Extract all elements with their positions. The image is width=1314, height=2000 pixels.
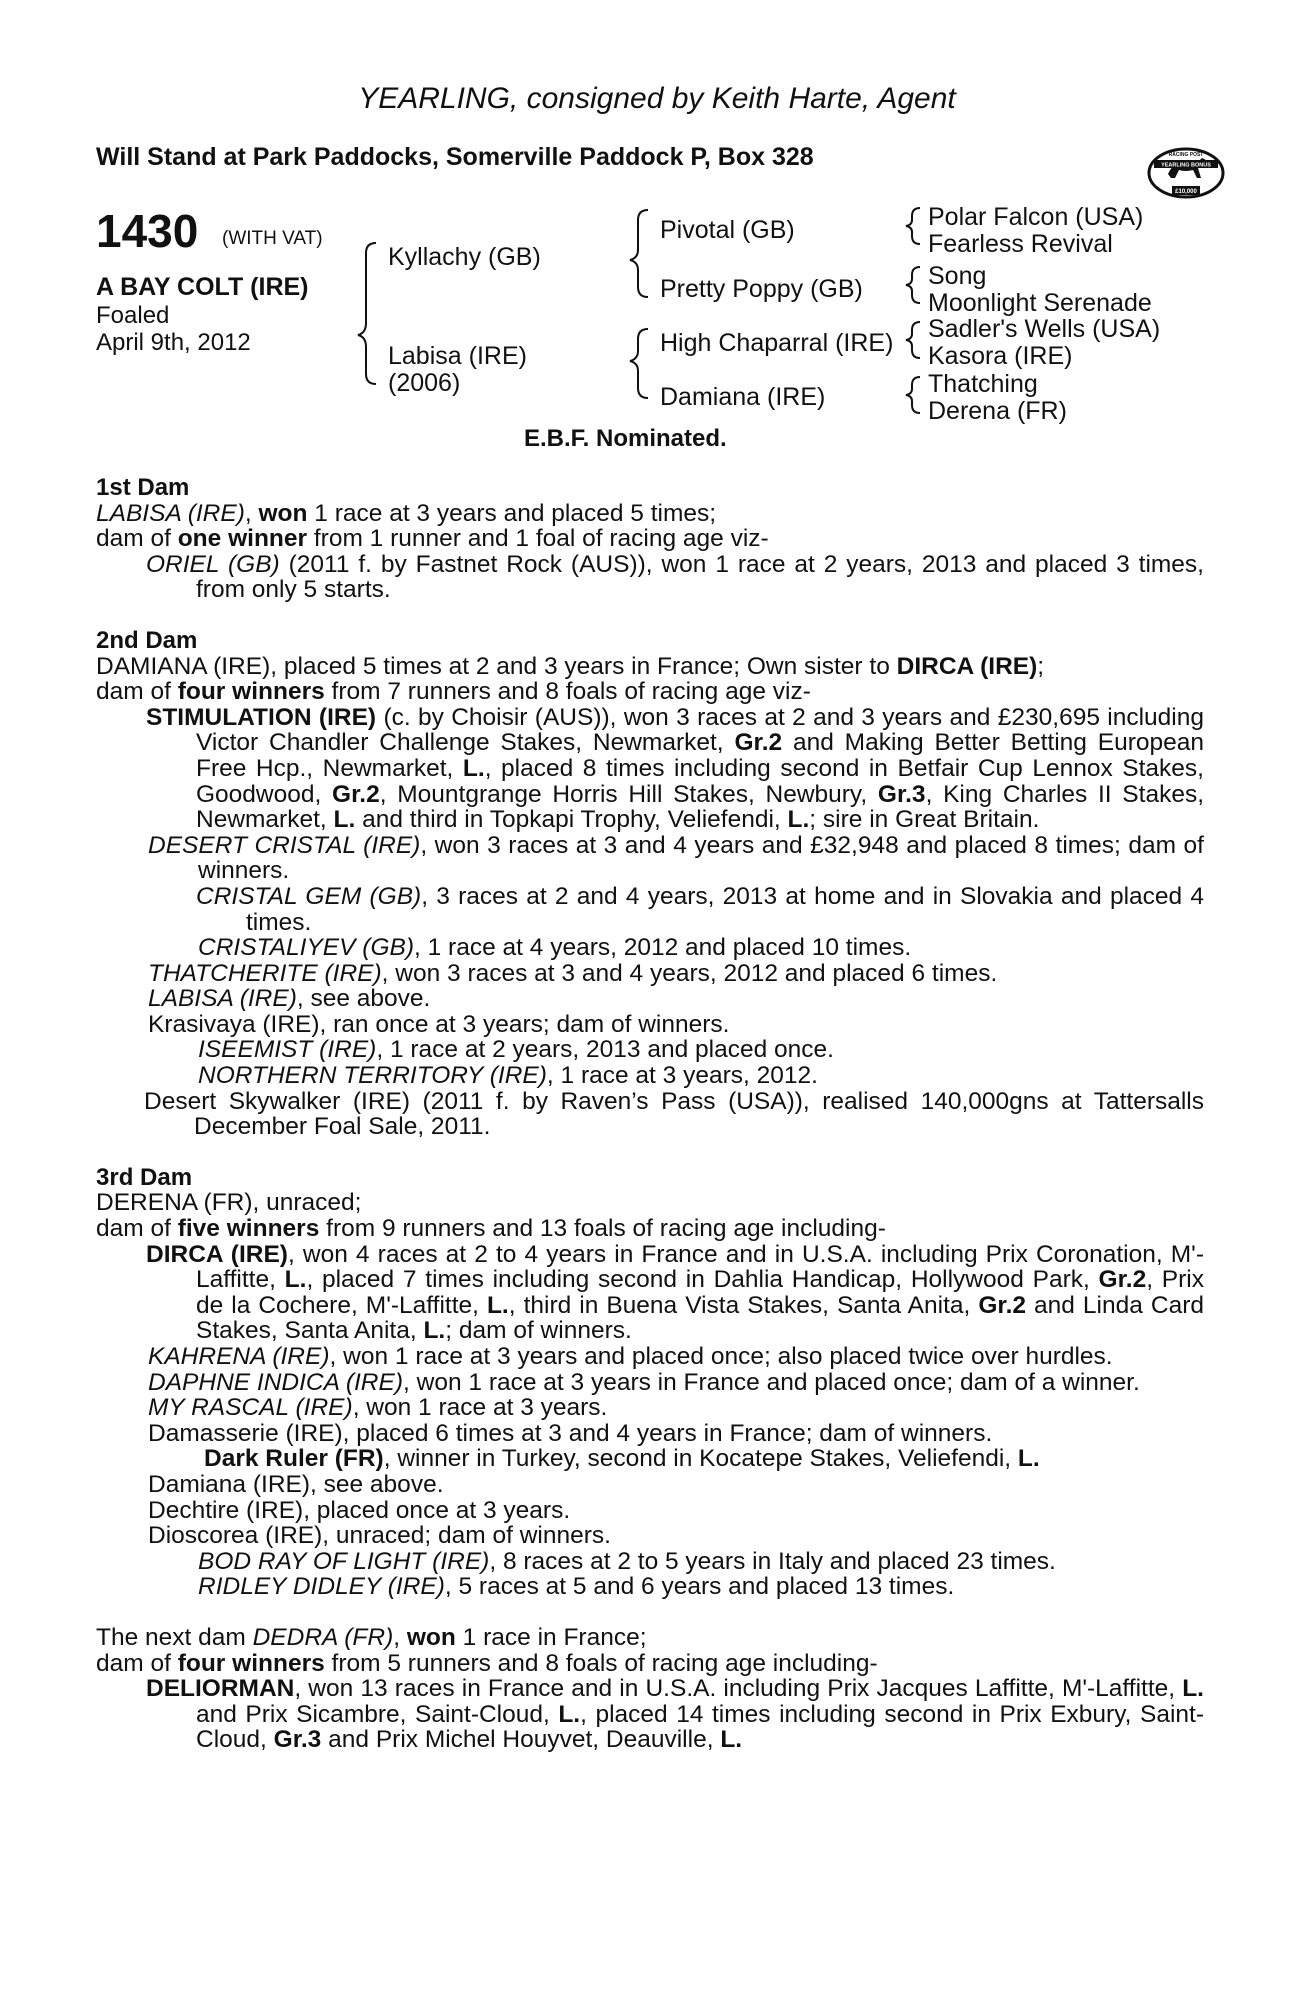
dirca-listed-1: L. — [284, 1266, 307, 1294]
next-dam-won: won — [406, 1623, 456, 1651]
labisa-name: LABISA (IRE) — [148, 985, 297, 1013]
pedigree-dds: Thatching — [928, 370, 1038, 398]
pedigree-sire: Kyllachy (GB) — [388, 243, 541, 271]
bracket-ss — [906, 208, 920, 244]
first-dam-record: 1 race at 3 years and placed 5 times; — [307, 499, 717, 527]
deliorman-listed-2: L. — [558, 1700, 581, 1728]
dirca-text-5: and Linda Card Stakes, Santa Anita, — [196, 1291, 1204, 1345]
cristaliyev-text: , 1 race at 4 years, 2012 and placed 10 times. — [414, 934, 912, 962]
dam-history — [96, 475, 1204, 1753]
desert-cristal-name: DESERT CRISTAL (IRE) — [148, 831, 421, 859]
badge-top-text: RACING POST — [1168, 152, 1204, 158]
dirca-grade-1: Gr.2 — [1098, 1266, 1147, 1294]
third-dam-heading: 3rd Dam — [96, 1163, 193, 1191]
labisa-text: , see above. — [296, 985, 431, 1013]
desert-skywalker-entry: Desert Skywalker (IRE) (2011 f. by Raven’s Pass (USA)), realised 140,000gns at Tattersalls December Foal Sale, 2011. — [144, 1087, 1204, 1141]
damiana-entry: Damiana (IRE), see above. — [148, 1470, 444, 1498]
badge-amount-text: £10,000 — [1175, 189, 1197, 195]
cristaliyev-name: CRISTALIYEV (GB) — [198, 934, 415, 962]
second-dam-sister: DIRCA (IRE) — [896, 652, 1038, 680]
deliorman-grade-1: Gr.3 — [273, 1726, 322, 1754]
thatcherite-name: THATCHERITE (IRE) — [148, 959, 382, 987]
dirca-text-2: , placed 7 times including second in Dahlia Handicap, Hollywood Park, — [306, 1266, 1099, 1294]
deliorman-text-4: and Prix Michel Houyvet, Deauville, — [321, 1726, 721, 1754]
ridley-didley-name: RIDLEY DIDLEY (IRE) — [198, 1573, 445, 1601]
stimulation-grade-1: Gr.2 — [734, 729, 783, 757]
my-rascal-text: , won 1 race at 3 years. — [352, 1394, 608, 1422]
deliorman-listed-1: L. — [1182, 1675, 1204, 1703]
kahrena-entry — [148, 1344, 1204, 1370]
deliorman-text-2: and Prix Sicambre, Saint-Cloud, — [196, 1700, 559, 1728]
vat-note: (WITH VAT) — [222, 228, 323, 249]
iseemist-name: ISEEMIST (IRE) — [198, 1036, 377, 1064]
second-dam-heading: 2nd Dam — [96, 626, 198, 654]
next-dam-sep: , — [393, 1623, 407, 1651]
oriel-text: (2011 f. by Fastnet Rock (AUS)), won 1 race at 2 years, 2013 and placed 3 times, from only 5 starts. — [196, 550, 1204, 604]
next-dam-name: DEDRA (FR) — [252, 1623, 394, 1651]
stimulation-listed-1: L. — [462, 754, 485, 782]
stimulation-name: STIMULATION (IRE) — [146, 703, 377, 731]
labisa-entry — [148, 986, 1204, 1012]
ridley-didley-entry — [198, 1574, 1204, 1600]
next-dam-winners: four winners — [177, 1649, 325, 1677]
bod-ray-text: , 8 races at 2 to 5 years in Italy and placed 23 times. — [489, 1547, 1056, 1575]
first-dam-line1 — [96, 501, 1204, 527]
third-dam-line1: DERENA (FR), unraced; — [96, 1189, 362, 1217]
foaled-label: Foaled — [96, 302, 170, 329]
lot-number: 1430 — [96, 205, 199, 257]
stimulation-grade-2: Gr.2 — [332, 780, 380, 808]
bod-ray-entry — [198, 1549, 1204, 1575]
dioscorea-entry: Dioscorea (IRE), unraced; dam of winners. — [148, 1522, 611, 1550]
pedigree-sdd: Moonlight Serenade — [928, 289, 1152, 317]
stimulation-text-3: , placed 8 times including second in Betfair Cup Lennox Stakes, Goodwood, — [196, 754, 1204, 808]
first-dam-runners: from 1 runner and 1 foal of racing age viz- — [307, 525, 769, 553]
next-dam-intro: The next dam — [96, 1623, 253, 1651]
kahrena-name: KAHRENA (IRE) — [148, 1343, 330, 1370]
dirca-text-3: , Prix de la Cochere, M'-Laffitte, — [196, 1266, 1204, 1319]
pedigree-dam-year: (2006) — [388, 369, 461, 397]
pedigree-ddd: Derena (FR) — [928, 397, 1067, 425]
bracket-sire — [630, 210, 648, 297]
third-dam-runners: from 9 runners and 13 foals of racing age including- — [319, 1215, 886, 1243]
stimulation-text-1: (c. by Choisir (AUS)), won 3 races at 2 and 3 years and £230,695 including Victor Chandler Challenge Stakes, Newmarket, — [196, 703, 1204, 757]
deliorman-entry — [96, 1676, 1204, 1753]
dirca-grade-2: Gr.2 — [978, 1291, 1027, 1319]
cristal-gem-entry — [96, 884, 1204, 935]
next-dam-line2 — [96, 1651, 1204, 1677]
stimulation-listed-3: L. — [787, 806, 810, 834]
oriel-name: ORIEL (GB) — [146, 550, 280, 578]
first-dam-won: won — [258, 499, 308, 527]
stimulation-grade-3: Gr.3 — [877, 780, 926, 808]
first-dam-heading: 1st Dam — [96, 474, 190, 501]
dirca-text-6: ; dam of winners. — [445, 1317, 632, 1345]
badge-banner-text: YEARLING BONUS — [1161, 162, 1211, 169]
lot-name: A BAY COLT (IRE) — [96, 273, 309, 301]
dirca-entry — [96, 1242, 1204, 1344]
pedigree-sds: Song — [928, 262, 987, 290]
cristal-gem-text: , 3 races at 2 and 4 years, 2013 at home and in Slovakia and placed 4 times. — [246, 882, 1204, 936]
pedigree-dam-dam: Damiana (IRE) — [660, 383, 826, 411]
kahrena-text: , won 1 race at 3 years and placed once; also placed twice over hurdles. — [329, 1343, 1113, 1370]
krasivaya-entry: Krasivaya (IRE), ran once at 3 years; dam of winners. — [148, 1010, 730, 1038]
first-dam-name: LABISA (IRE) — [96, 499, 245, 527]
stimulation-text-2: and Making Better Betting European Free Hcp., Newmarket, — [196, 729, 1204, 782]
northern-territory-text: , 1 race at 3 years, 2012. — [546, 1062, 818, 1090]
dirca-text-4: , third in Buena Vista Stakes, Santa Anita, — [508, 1291, 979, 1319]
second-dam-desc: DAMIANA (IRE), placed 5 times at 2 and 3 years in France; Own sister to — [96, 652, 897, 680]
bracket-sd — [906, 267, 920, 303]
iseemist-entry — [198, 1037, 1204, 1063]
second-dam-runners: from 7 runners and 8 foals of racing age viz- — [324, 678, 811, 706]
pedigree-sss: Polar Falcon (USA) — [928, 203, 1144, 231]
second-dam-end: ; — [1037, 652, 1045, 680]
third-dam-damof: dam of — [96, 1215, 178, 1243]
first-dam-line2 — [96, 526, 1204, 552]
stimulation-text-7: ; sire in Great Britain. — [809, 806, 1040, 834]
next-dam-line1 — [96, 1625, 1204, 1651]
northern-territory-name: NORTHERN TERRITORY (IRE) — [198, 1062, 547, 1090]
thatcherite-text: , won 3 races at 3 and 4 years, 2012 and placed 6 times. — [381, 959, 998, 987]
ridley-didley-text: , 5 races at 5 and 6 years and placed 13 times. — [444, 1573, 955, 1601]
first-dam-sep: , — [244, 499, 259, 527]
third-dam-line2 — [96, 1216, 1204, 1242]
dechtire-entry: Dechtire (IRE), placed once at 3 years. — [148, 1496, 571, 1524]
stimulation-text-5: , King Charles II Stakes, Newmarket, — [196, 780, 1204, 834]
pedigree-dam: Labisa (IRE) — [388, 342, 527, 370]
foaled-date: April 9th, 2012 — [96, 329, 251, 356]
first-dam-winners: one winner — [177, 525, 308, 553]
bracket-ds — [906, 322, 920, 358]
ebf-nominated: E.B.F. Nominated. — [524, 425, 727, 452]
pedigree-dss: Sadler's Wells (USA) — [928, 315, 1161, 343]
thatcherite-entry — [148, 961, 1204, 987]
next-dam-record: 1 race in France; — [455, 1623, 647, 1651]
second-dam-damof: dam of — [96, 678, 178, 706]
iseemist-text: , 1 race at 2 years, 2013 and placed once. — [376, 1036, 834, 1064]
my-rascal-name: MY RASCAL (IRE) — [148, 1394, 353, 1422]
daphne-indica-text: , won 1 race at 3 years in France and placed once; dam of a winner. — [403, 1368, 1140, 1396]
dirca-text-1: , won 4 races at 2 to 4 years in France and in U.S.A. including Prix Coronation, M'-Laffitte, — [196, 1240, 1205, 1294]
cristal-gem-name: CRISTAL GEM (GB) — [196, 882, 422, 910]
my-rascal-entry — [148, 1395, 1204, 1421]
stimulation-text-6: and third in Topkapi Trophy, Veliefendi, — [355, 806, 788, 834]
bracket-gen1 — [358, 243, 376, 384]
second-dam-line1 — [96, 654, 1204, 680]
pedigree-sire-sire: Pivotal (GB) — [660, 216, 795, 244]
pedigree-dsd: Kasora (IRE) — [928, 342, 1073, 370]
deliorman-listed-3: L. — [720, 1726, 743, 1754]
daphne-indica-name: DAPHNE INDICA (IRE) — [148, 1368, 404, 1396]
dirca-listed-2: L. — [486, 1291, 509, 1319]
damasserie-entry: Damasserie (IRE), placed 6 times at 3 and 4 years in France; dam of winners. — [148, 1419, 993, 1447]
second-dam-winners: four winners — [177, 678, 325, 706]
bracket-dam — [630, 329, 648, 398]
deliorman-text-3: , placed 14 times including second in Prix Exbury, Saint-Cloud, — [196, 1700, 1204, 1754]
pedigree-sire-dam: Pretty Poppy (GB) — [660, 275, 863, 303]
deliorman-name: DELIORMAN — [146, 1675, 295, 1703]
dark-ruler-text: , winner in Turkey, second in Kocatepe Stakes, Veliefendi, — [383, 1445, 1018, 1473]
desert-cristal-entry — [146, 833, 1204, 884]
cristaliyev-entry — [198, 935, 1204, 961]
first-dam-damof: dam of — [96, 525, 178, 553]
deliorman-text-1: , won 13 races in France and in U.S.A. including Prix Jacques Laffitte, M'-Laffitte, — [294, 1675, 1183, 1703]
second-dam-line2 — [96, 679, 1204, 705]
dark-ruler-name: Dark Ruler (FR) — [204, 1445, 384, 1473]
stimulation-text-4: , Mountgrange Horris Hill Stakes, Newbury, — [379, 780, 878, 808]
next-dam-runners: from 5 runners and 8 foals of racing age including- — [324, 1649, 878, 1677]
bod-ray-name: BOD RAY OF LIGHT (IRE) — [198, 1547, 490, 1575]
pedigree-ssd: Fearless Revival — [928, 230, 1113, 258]
pedigree-dam-sire: High Chaparral (IRE) — [660, 329, 894, 357]
northern-territory-entry — [198, 1063, 1204, 1089]
stimulation-listed-2: L. — [333, 806, 356, 834]
desert-cristal-text: , won 3 races at 3 and 4 years and £32,948 and placed 8 times; dam of winners. — [198, 831, 1204, 885]
bracket-dd — [906, 377, 920, 413]
catalogue-title: YEARLING, consigned by Keith Harte, Agent — [358, 82, 956, 115]
daphne-indica-entry — [148, 1370, 1204, 1396]
dirca-name: DIRCA (IRE) — [146, 1240, 288, 1268]
next-dam-damof: dam of — [96, 1649, 178, 1677]
dark-ruler-listed: L. — [1017, 1445, 1040, 1473]
stimulation-entry — [96, 705, 1204, 833]
stand-location: Will Stand at Park Paddocks, Somerville Paddock P, Box 328 — [96, 143, 814, 171]
third-dam-winners: five winners — [177, 1215, 320, 1243]
dirca-listed-3: L. — [423, 1317, 446, 1345]
dark-ruler-entry — [204, 1446, 1204, 1472]
oriel-entry — [96, 552, 1204, 603]
